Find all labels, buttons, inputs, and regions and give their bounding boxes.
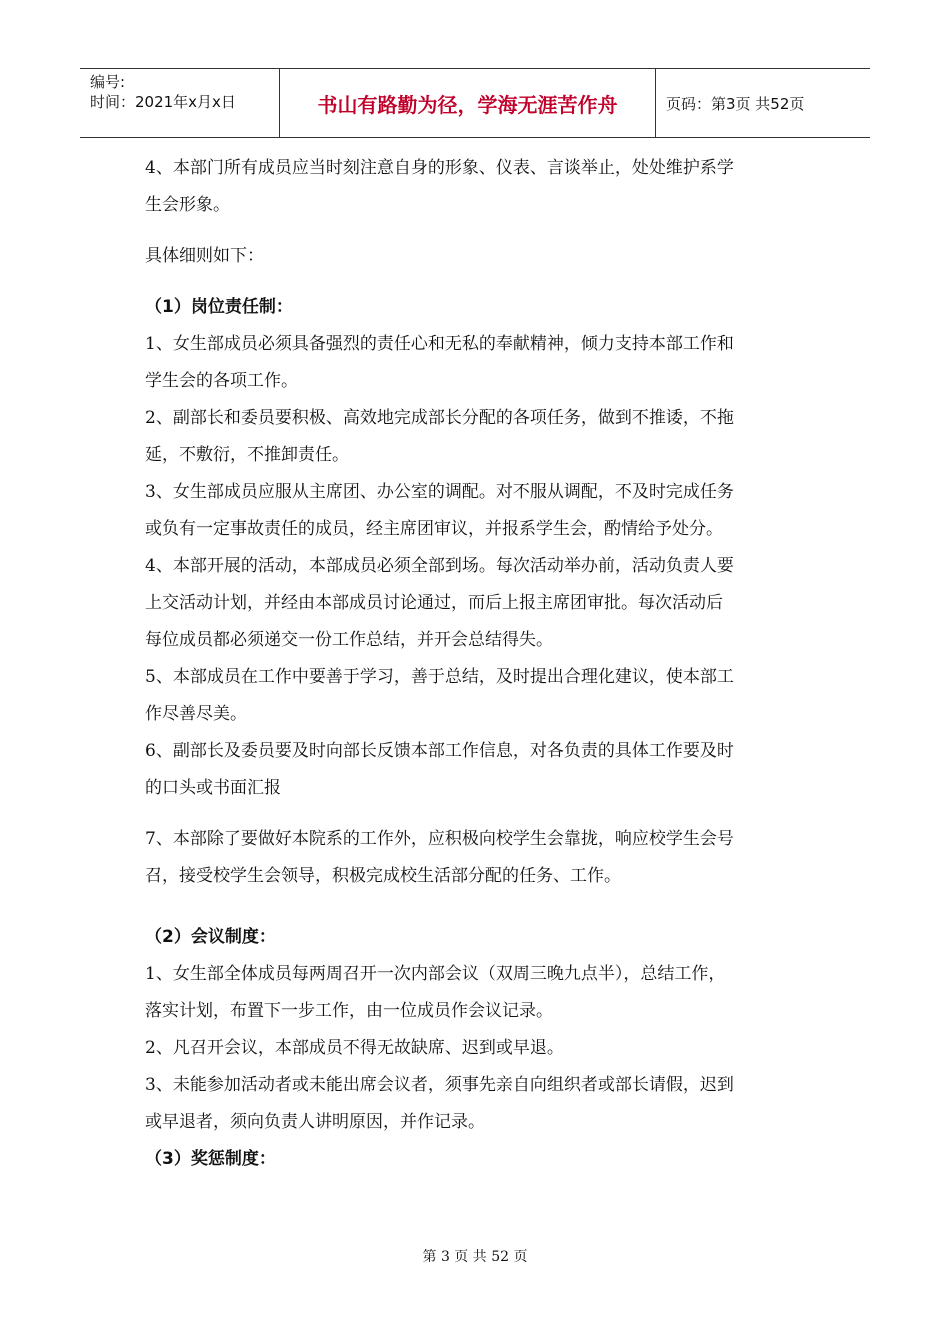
header-page-info: 页码：第3页 共52页 — [666, 94, 805, 113]
paragraph-line: 作尽善尽美。 — [145, 704, 247, 724]
document-body — [145, 150, 815, 1178]
document-time-label: 时间：2021年x月x日 — [90, 93, 236, 111]
section-heading: （2）会议制度： — [145, 927, 276, 947]
paragraph-line: 3、未能参加活动者或未能出席会议者，须事先亲自向组织者或部长请假，迟到 — [145, 1075, 734, 1095]
paragraph-line: 或早退者，须向负责人讲明原因，并作记录。 — [145, 1112, 485, 1132]
paragraph-line: 落实计划，布置下一步工作，由一位成员作会议记录。 — [145, 1001, 553, 1021]
paragraph-line: 延，不敷衍，不推卸责任。 — [145, 445, 349, 465]
section-heading: （1）岗位责任制： — [145, 297, 293, 317]
document-number-label: 编号: — [90, 73, 126, 91]
paragraph-line: 5、本部成员在工作中要善于学习，善于总结，及时提出合理化建议，使本部工 — [145, 667, 734, 687]
paragraph-line: 4、本部门所有成员应当时刻注意自身的形象、仪表、言谈举止，处处维护系学 — [145, 158, 734, 178]
paragraph-line: 召，接受校学生会领导，积极完成校生活部分配的任务、工作。 — [145, 866, 621, 886]
page-header — [80, 68, 870, 138]
paragraph-line: 7、本部除了要做好本院系的工作外，应积极向校学生会靠拢，响应校学生会号 — [145, 829, 734, 849]
page-footer: 第 3 页 共 52 页 — [422, 1249, 528, 1265]
paragraph-line: 1、女生部全体成员每两周召开一次内部会议（双周三晚九点半），总结工作， — [145, 964, 726, 984]
paragraph-line: 2、副部长和委员要积极、高效地完成部长分配的各项任务，做到不推诿，不拖 — [145, 408, 734, 428]
paragraph-line: 3、女生部成员应服从主席团、办公室的调配。对不服从调配，不及时完成任务 — [145, 482, 734, 502]
paragraph-line: 上交活动计划，并经由本部成员讨论通过，而后上报主席团审批。每次活动后 — [145, 593, 723, 613]
header-motto: 书山有路勤为径，学海无涯苦作舟 — [280, 69, 656, 137]
paragraph-line: 1、女生部成员必须具备强烈的责任心和无私的奉献精神，倾力支持本部工作和 — [145, 334, 734, 354]
paragraph-line: 2、凡召开会议，本部成员不得无故缺席、迟到或早退。 — [145, 1038, 564, 1058]
paragraph-line: 具体细则如下： — [145, 246, 264, 266]
header-meta — [80, 69, 280, 137]
paragraph-line: 的口头或书面汇报 — [145, 778, 281, 798]
paragraph-line: 或负有一定事故责任的成员，经主席团审议，并报系学生会，酌情给予处分。 — [145, 519, 723, 539]
paragraph-line: 学生会的各项工作。 — [145, 371, 298, 391]
paragraph-line: 每位成员都必须递交一份工作总结，并开会总结得失。 — [145, 630, 553, 650]
paragraph-line: 生会形象。 — [145, 195, 230, 215]
paragraph-line: 6、副部长及委员要及时向部长反馈本部工作信息，对各负责的具体工作要及时 — [145, 741, 734, 761]
section-heading: （3）奖惩制度： — [145, 1149, 276, 1169]
paragraph-line: 4、本部开展的活动，本部成员必须全部到场。每次活动举办前，活动负责人要 — [145, 556, 734, 576]
